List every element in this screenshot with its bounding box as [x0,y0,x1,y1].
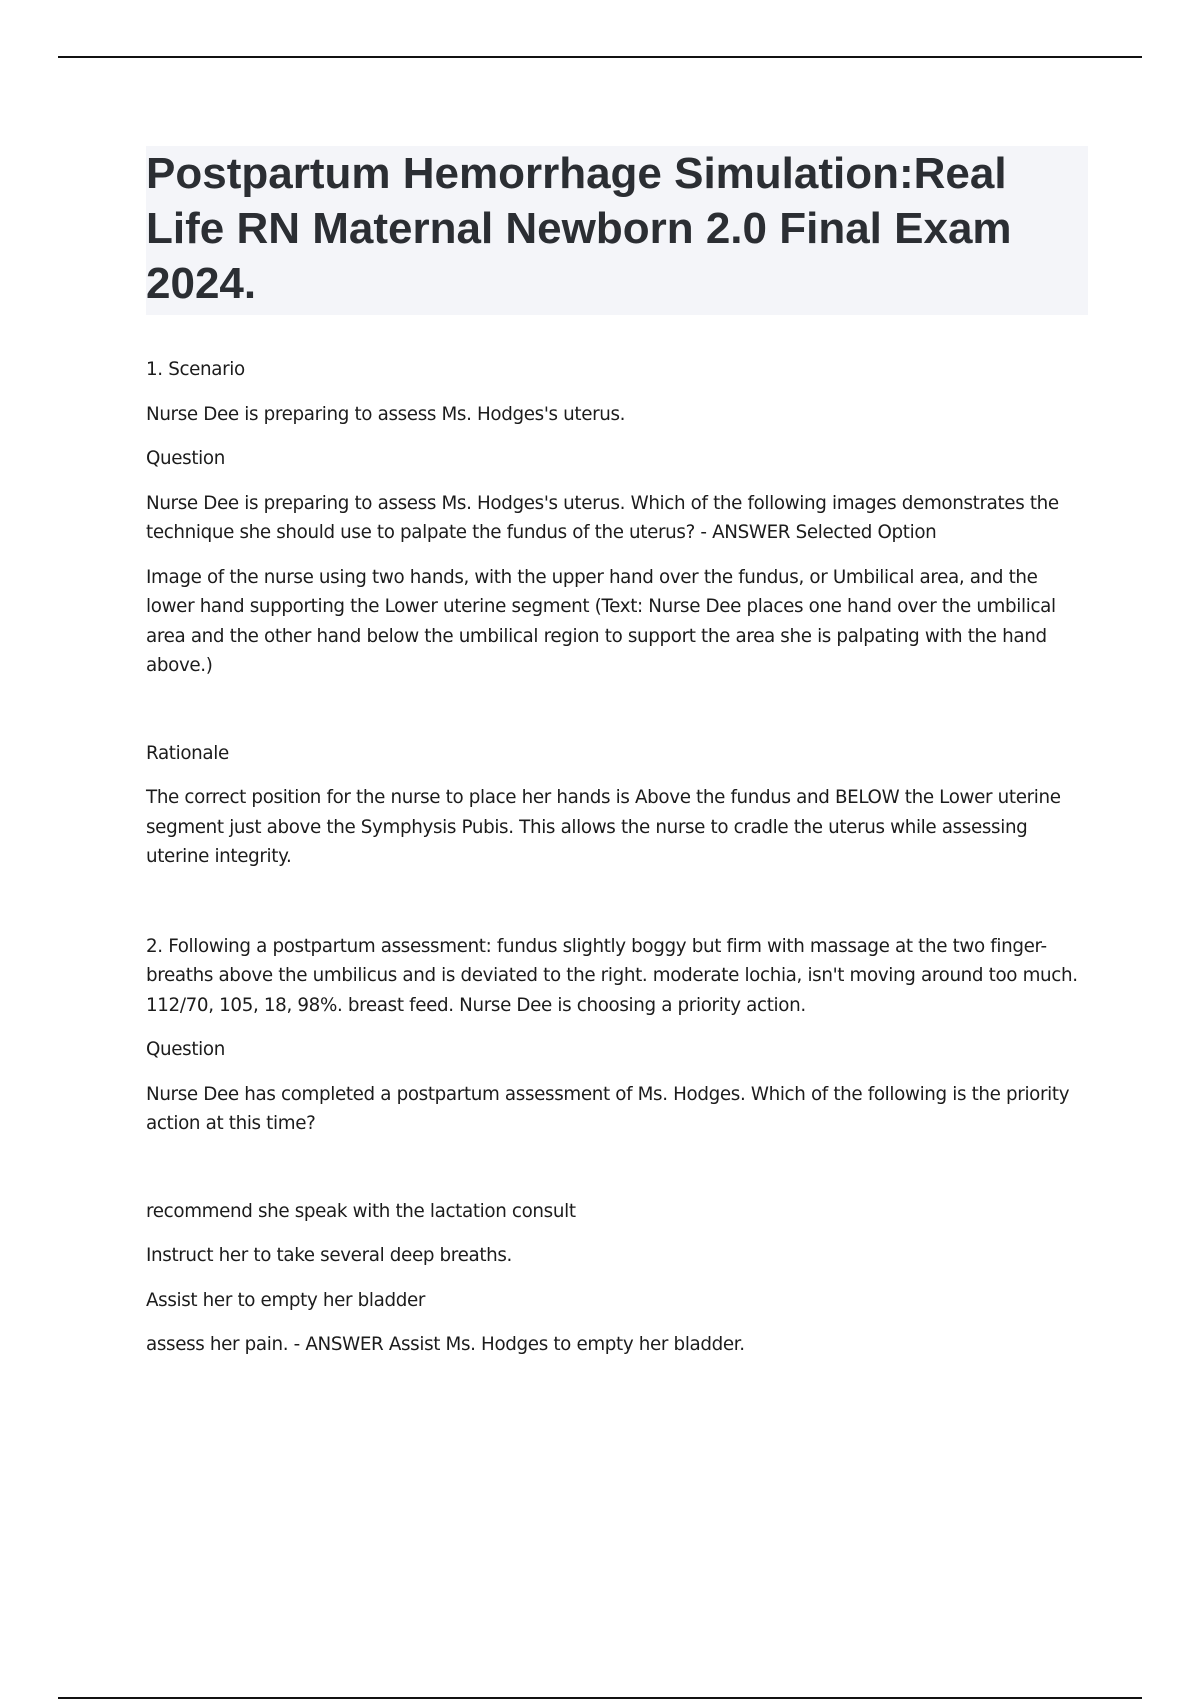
question-1-text: Nurse Dee is preparing to assess Ms. Hodges's uterus. Which of the following images demonstrates the technique she should use to palpate the fundus of the uterus? - ANSWER Selected Option [146,492,1059,543]
document-title: Postpartum Hemorrhage Simulation:Real Life RN Maternal Newborn 2.0 Final Exam 2024. [146,149,1012,308]
scenario-1-heading: 1. Scenario [146,359,245,380]
scenario-2-text: 2. Following a postpartum assessment: fundus slightly boggy but firm with massage at the two finger-breaths above the umbilicus and is deviated to the right. moderate lochia, isn't moving around too much. 112/70, 105, 18, 98%. breast feed. Nurse Dee is choosing a priority action. [146,935,1078,1016]
document-body [146,146,1088,1375]
rationale-heading: Rationale [146,742,229,764]
title-banner [146,146,1088,315]
option-1: recommend she speak with the lactation consult [146,1200,576,1222]
option-3: Assist her to empty her bladder [146,1289,426,1311]
question-2-text: Nurse Dee has completed a postpartum assessment of Ms. Hodges. Which of the following is the priority action at this time? [146,1083,1070,1134]
question-1-heading: Question [146,448,225,469]
answer-1-text: Image of the nurse using two hands, with the upper hand over the fundus, or Umbilical area, and the lower hand supporting the Lower uterine segment (Text: Nurse Dee places one hand over the umbilical area and the other hand below the umbilical region to support the area she is palpating with the hand above.) [146,566,1056,676]
bottom-rule [58,1697,1142,1699]
rationale-text: The correct position for the nurse to place her hands is Above the fundus and BELOW the Lower uterine segment just above the Symphysis Pubis. This allows the nurse to cradle the uterus while assessing uterine integrity. [146,787,1061,867]
question-2-heading: Question [146,1039,225,1060]
top-rule [58,56,1142,58]
option-2: Instruct her to take several deep breaths. [146,1245,513,1266]
scenario-1-text: Nurse Dee is preparing to assess Ms. Hodges's uterus. [146,403,626,425]
option-4-answer: assess her pain. - ANSWER Assist Ms. Hodges to empty her bladder. [146,1334,745,1355]
